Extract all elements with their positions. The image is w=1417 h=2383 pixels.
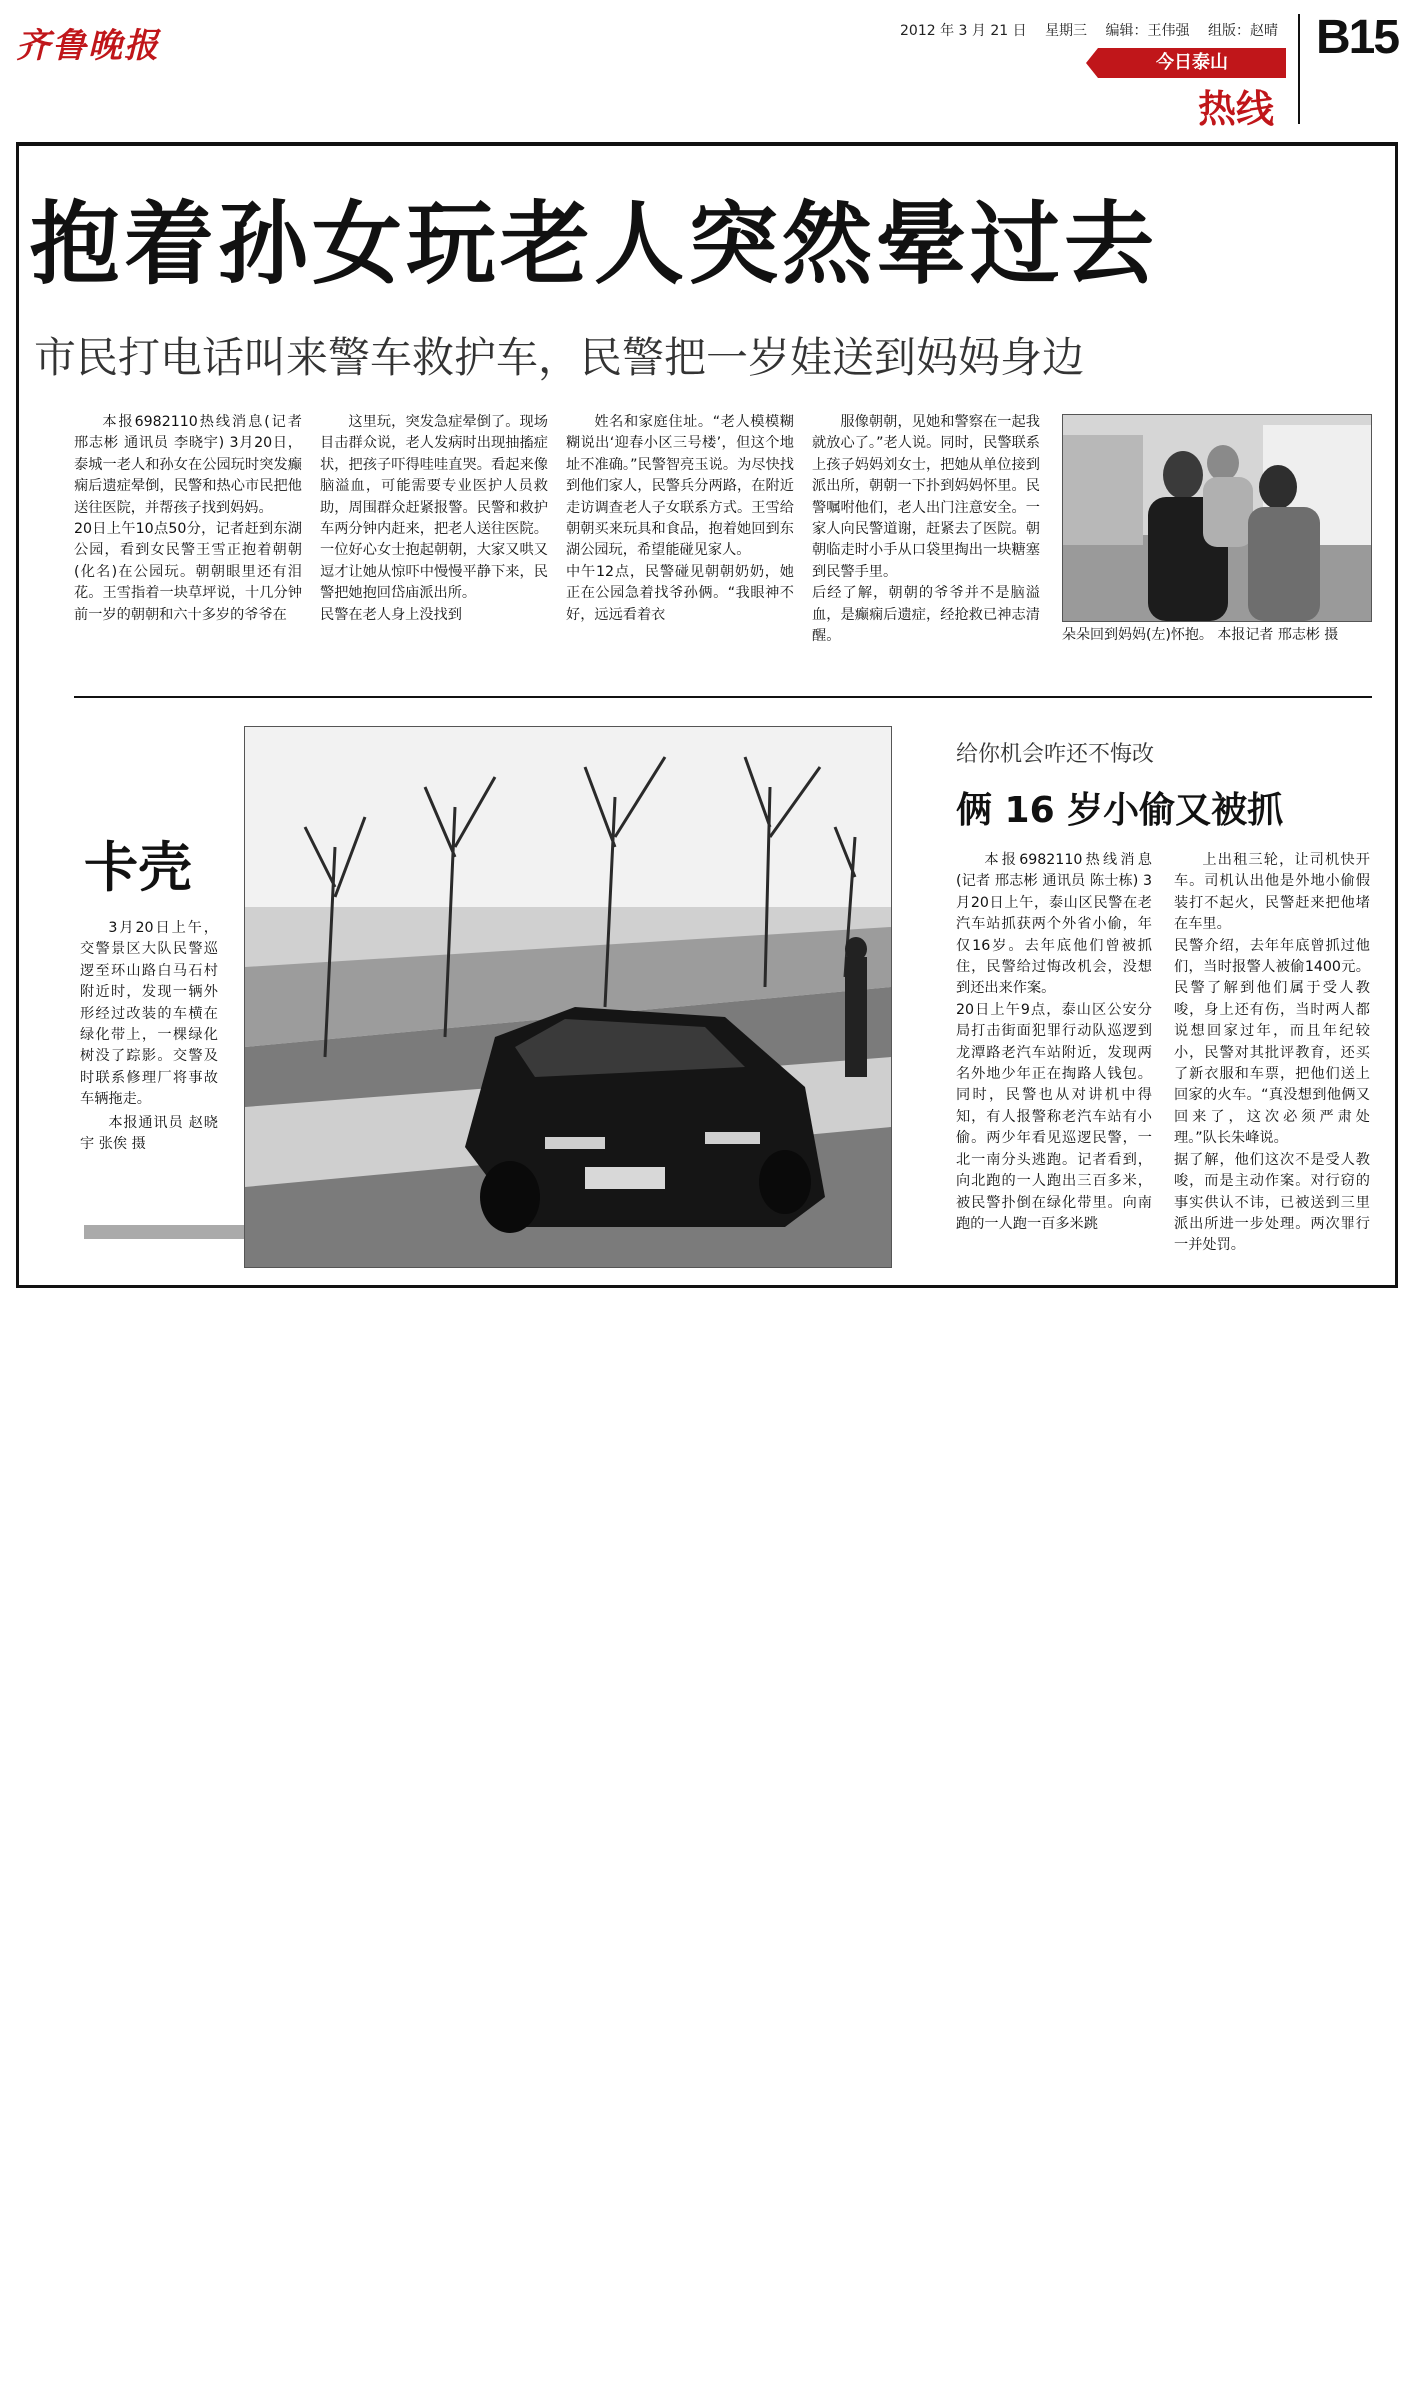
main-story-text-4: 服像朝朝，见她和警察在一起我就放心了。”老人说。同时，民警联系上孩子妈妈刘女士，把她从单位接到派出所，朝朝一下扑到妈妈怀里。民警嘱咐他们，老人出门注意安全。一家人向民警道谢，赶紧去了医院。朝朝临走时小手从口袋里掏出一块糖塞到民警手里。 后经了解，朝朝的爷爷并不是脑溢血，是癫痫后遗症，经抢救已神志清醒。 xyxy=(812,414,1040,645)
car-photo-illustration xyxy=(245,727,891,1267)
issue-weekday: 星期三 xyxy=(1045,23,1088,39)
main-photo-caption: 朵朵回到妈妈(左)怀抱。 本报记者 邢志彬 摄 xyxy=(1062,627,1339,643)
brief-credit: 本报通讯员 赵晓宇 张俟 摄 xyxy=(80,1114,218,1153)
masthead-logo: 齐鲁晚报 xyxy=(16,26,160,66)
header-divider xyxy=(1298,14,1300,124)
page-number: B15 xyxy=(1316,11,1399,64)
side-story-column-1 xyxy=(956,850,1152,1235)
main-story-column-4 xyxy=(812,412,1040,672)
side-story-kicker: 给你机会咋还不悔改 xyxy=(956,742,1155,767)
main-headline: 抱着孙女玩老人突然晕过去 xyxy=(30,192,1158,297)
side-story-column-2 xyxy=(1174,850,1370,1257)
main-story-text-1: 本报6982110热线消息(记者 邢志彬 通讯员 李晓宇) 3月20日，泰城一老人和孙女在公园玩时突发癫痫后遗症晕倒，民警和热心市民把他送往医院，并帮孩子找到妈妈。 20日上午10点50分，记者赶到东湖公园，看到女民警王雪正抱着朝朝(化名)在公园玩。朝朝眼里还有泪花。王雪指着一块草坪说，十几分钟前一岁的朝朝和六十多岁的爷爷在 xyxy=(74,414,302,623)
dateline xyxy=(900,20,1292,40)
editor-credit: 编辑：王伟强 xyxy=(1105,23,1190,39)
section-name: 今日泰山 xyxy=(1156,52,1228,73)
issue-date: 2012 年 3 月 21 日 xyxy=(900,23,1027,39)
family-photo-illustration xyxy=(1063,415,1371,621)
car-accident-photo xyxy=(244,726,892,1268)
brief-title: 卡壳 xyxy=(84,836,192,899)
brief-greybar xyxy=(84,1225,244,1239)
main-story-column-1 xyxy=(74,412,302,672)
main-subhead: 市民打电话叫来警车救护车，民警把一岁娃送到妈妈身边 xyxy=(34,333,1085,382)
main-story-text-2: 这里玩，突发急症晕倒了。现场目击群众说，老人发病时出现抽搐症状，把孩子吓得哇哇直哭。看起来像脑溢血，可能需要专业医护人员救助，周围群众赶紧报警。民警和救护车两分钟内赶来，把老人送往医院。一位好心女士抱起朝朝，大家又哄又逗才让她从惊吓中慢慢平静下来，民警把她抱回岱庙派出所。 民警在老人身上没找到 xyxy=(320,414,548,623)
side-story-text-1: 本报6982110热线消息(记者 邢志彬 通讯员 陈士栋) 3月20日上午，泰山区民警在老汽车站抓获两个外省小偷，年仅16岁。去年底他们曾被抓住，民警给过悔改机会，没想到还出来作案。 20日上午9点，泰山区公安分局打击街面犯罪行动队巡逻到龙潭路老汽车站附近，发现两名外地少年正在掏路人钱包。同时，民警也从对讲机中得知，有人报警称老汽车站有小偷。两少年看见巡逻民警，一北一南分头逃跑。记者看到，向北跑的一人跑出三百多米，被民警扑倒在绿化带里。向南跑的一人跑一百多米跳 xyxy=(956,852,1152,1232)
layout-credit: 组版：赵晴 xyxy=(1207,23,1278,39)
brief-text: 3月20日上午，交警景区大队民警巡逻至环山路白马石村附近时，发现一辆外形经过改装的车横在绿化带上，一棵绿化树没了踪影。交警及时联系修理厂将事故车辆拖走。 xyxy=(80,920,218,1108)
section-banner xyxy=(1098,48,1286,78)
main-story-column-3 xyxy=(566,412,794,672)
side-story-text-2: 上出租三轮，让司机快开车。司机认出他是外地小偷假装打不起火，民警赶来把他堵在车里。 民警介绍，去年年底曾抓过他们，当时报警人被偷1400元。民警了解到他们属于受人教唆，身上还有伤，当时两人都说想回家过年，而且年纪较小，民警对其批评教育，还买了新衣服和车票，把他们送上回家的火车。“真没想到他俩又回来了，这次必须严肃处理。”队长朱峰说。 据了解，他们这次不是受人教唆，而是主动作案。对行窃的事实供认不讳，已被送到三里派出所进一步处理。两次罪行一并处罚。 xyxy=(1174,852,1370,1254)
main-story-column-2 xyxy=(320,412,548,672)
brief-column xyxy=(80,918,218,1155)
section-divider xyxy=(74,696,1372,698)
main-story-text-3: 姓名和家庭住址。“老人模模糊糊说出‘迎春小区三号楼’，但这个地址不准确。”民警智亮玉说。为尽快找到他们家人，民警兵分两路，在附近走访调查老人子女联系方式。王雪给朝朝买来玩具和食品，抱着她回到东湖公园玩，希望能碰见家人。 中午12点，民警碰见朝朝奶奶，她正在公园急着找爷孙俩。“我眼神不好，远远看着衣 xyxy=(566,414,794,623)
banner-arrow-icon xyxy=(1086,48,1098,78)
main-story-photo xyxy=(1062,414,1372,622)
column-name: 热线 xyxy=(1198,87,1275,131)
side-story-headline: 俩 16 岁小偷又被抓 xyxy=(956,790,1284,831)
